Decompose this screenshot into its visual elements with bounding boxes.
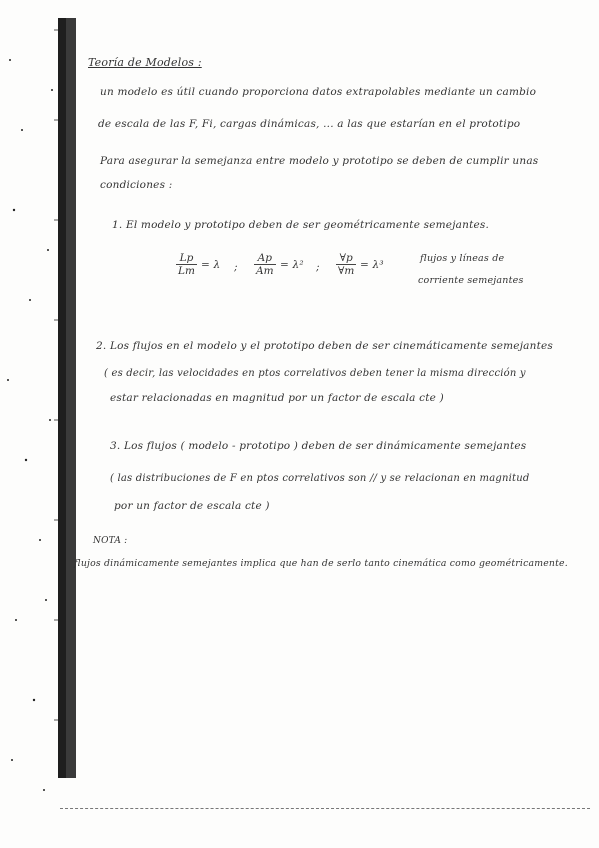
condition-1-note-line-1: flujos y líneas de [420,253,505,264]
ratio-length-num: Lp [176,252,197,265]
similarity-intro-line-2: condiciones : [100,179,173,191]
page-heading: Teoría de Modelos : [88,56,202,69]
scan-binding-edge [0,0,78,848]
ratio-area [254,252,276,277]
ratio-separator-2: ; [316,261,320,273]
ratio-area-num: Ap [254,252,276,265]
ratio-volume-rhs: = λ³ [360,259,384,271]
ratio-volume [336,252,356,277]
condition-2-line-1: 2. Los flujos en el modelo y el prototipo deben de ser cinemáticamente semejantes [96,340,554,352]
ratio-area-den: Am [256,265,274,277]
intro-line-1: un modelo es útil cuando proporciona datos extrapolables mediante un cambio [100,86,537,98]
ratio-length [176,252,197,277]
intro-line-2: de escala de las F, Fi, cargas dinámicas, ... a las que estarían en el prototipo [98,118,521,130]
condition-1-text: 1. El modelo y prototipo deben de ser geométricamente semejantes. [112,219,490,231]
ratio-volume-num: ∀p [336,252,356,265]
page-footer-rule [60,808,590,809]
nota-text: flujos dinámicamente semejantes implica que han de serlo tanto cinemática como geométricamente. [74,558,568,569]
condition-1-note-line-2: corriente semejantes [418,275,524,286]
ratio-length-rhs: = λ [201,259,221,271]
ratio-volume-den: ∀m [338,265,355,277]
condition-3-line-3: por un factor de escala cte ) [114,500,270,512]
similarity-intro-line-1: Para asegurar la semejanza entre modelo y prototipo se deben de cumplir unas [100,155,539,167]
condition-3-line-2: ( las distribuciones de F en ptos correlativos son // y se relacionan en magnitud [110,473,530,484]
ratio-area-rhs: = λ² [280,259,304,271]
ratio-separator-1: ; [234,261,238,273]
ratio-length-den: Lm [178,265,195,277]
condition-2-line-2: ( es decir, las velocidades en ptos correlativos deben tener la misma dirección y [104,368,526,379]
nota-label: NOTA : [93,536,128,546]
condition-3-line-1: 3. Los flujos ( modelo - prototipo ) deben de ser dinámicamente semejantes [110,440,527,452]
condition-2-line-3: estar relacionadas en magnitud por un factor de escala cte ) [110,392,444,404]
